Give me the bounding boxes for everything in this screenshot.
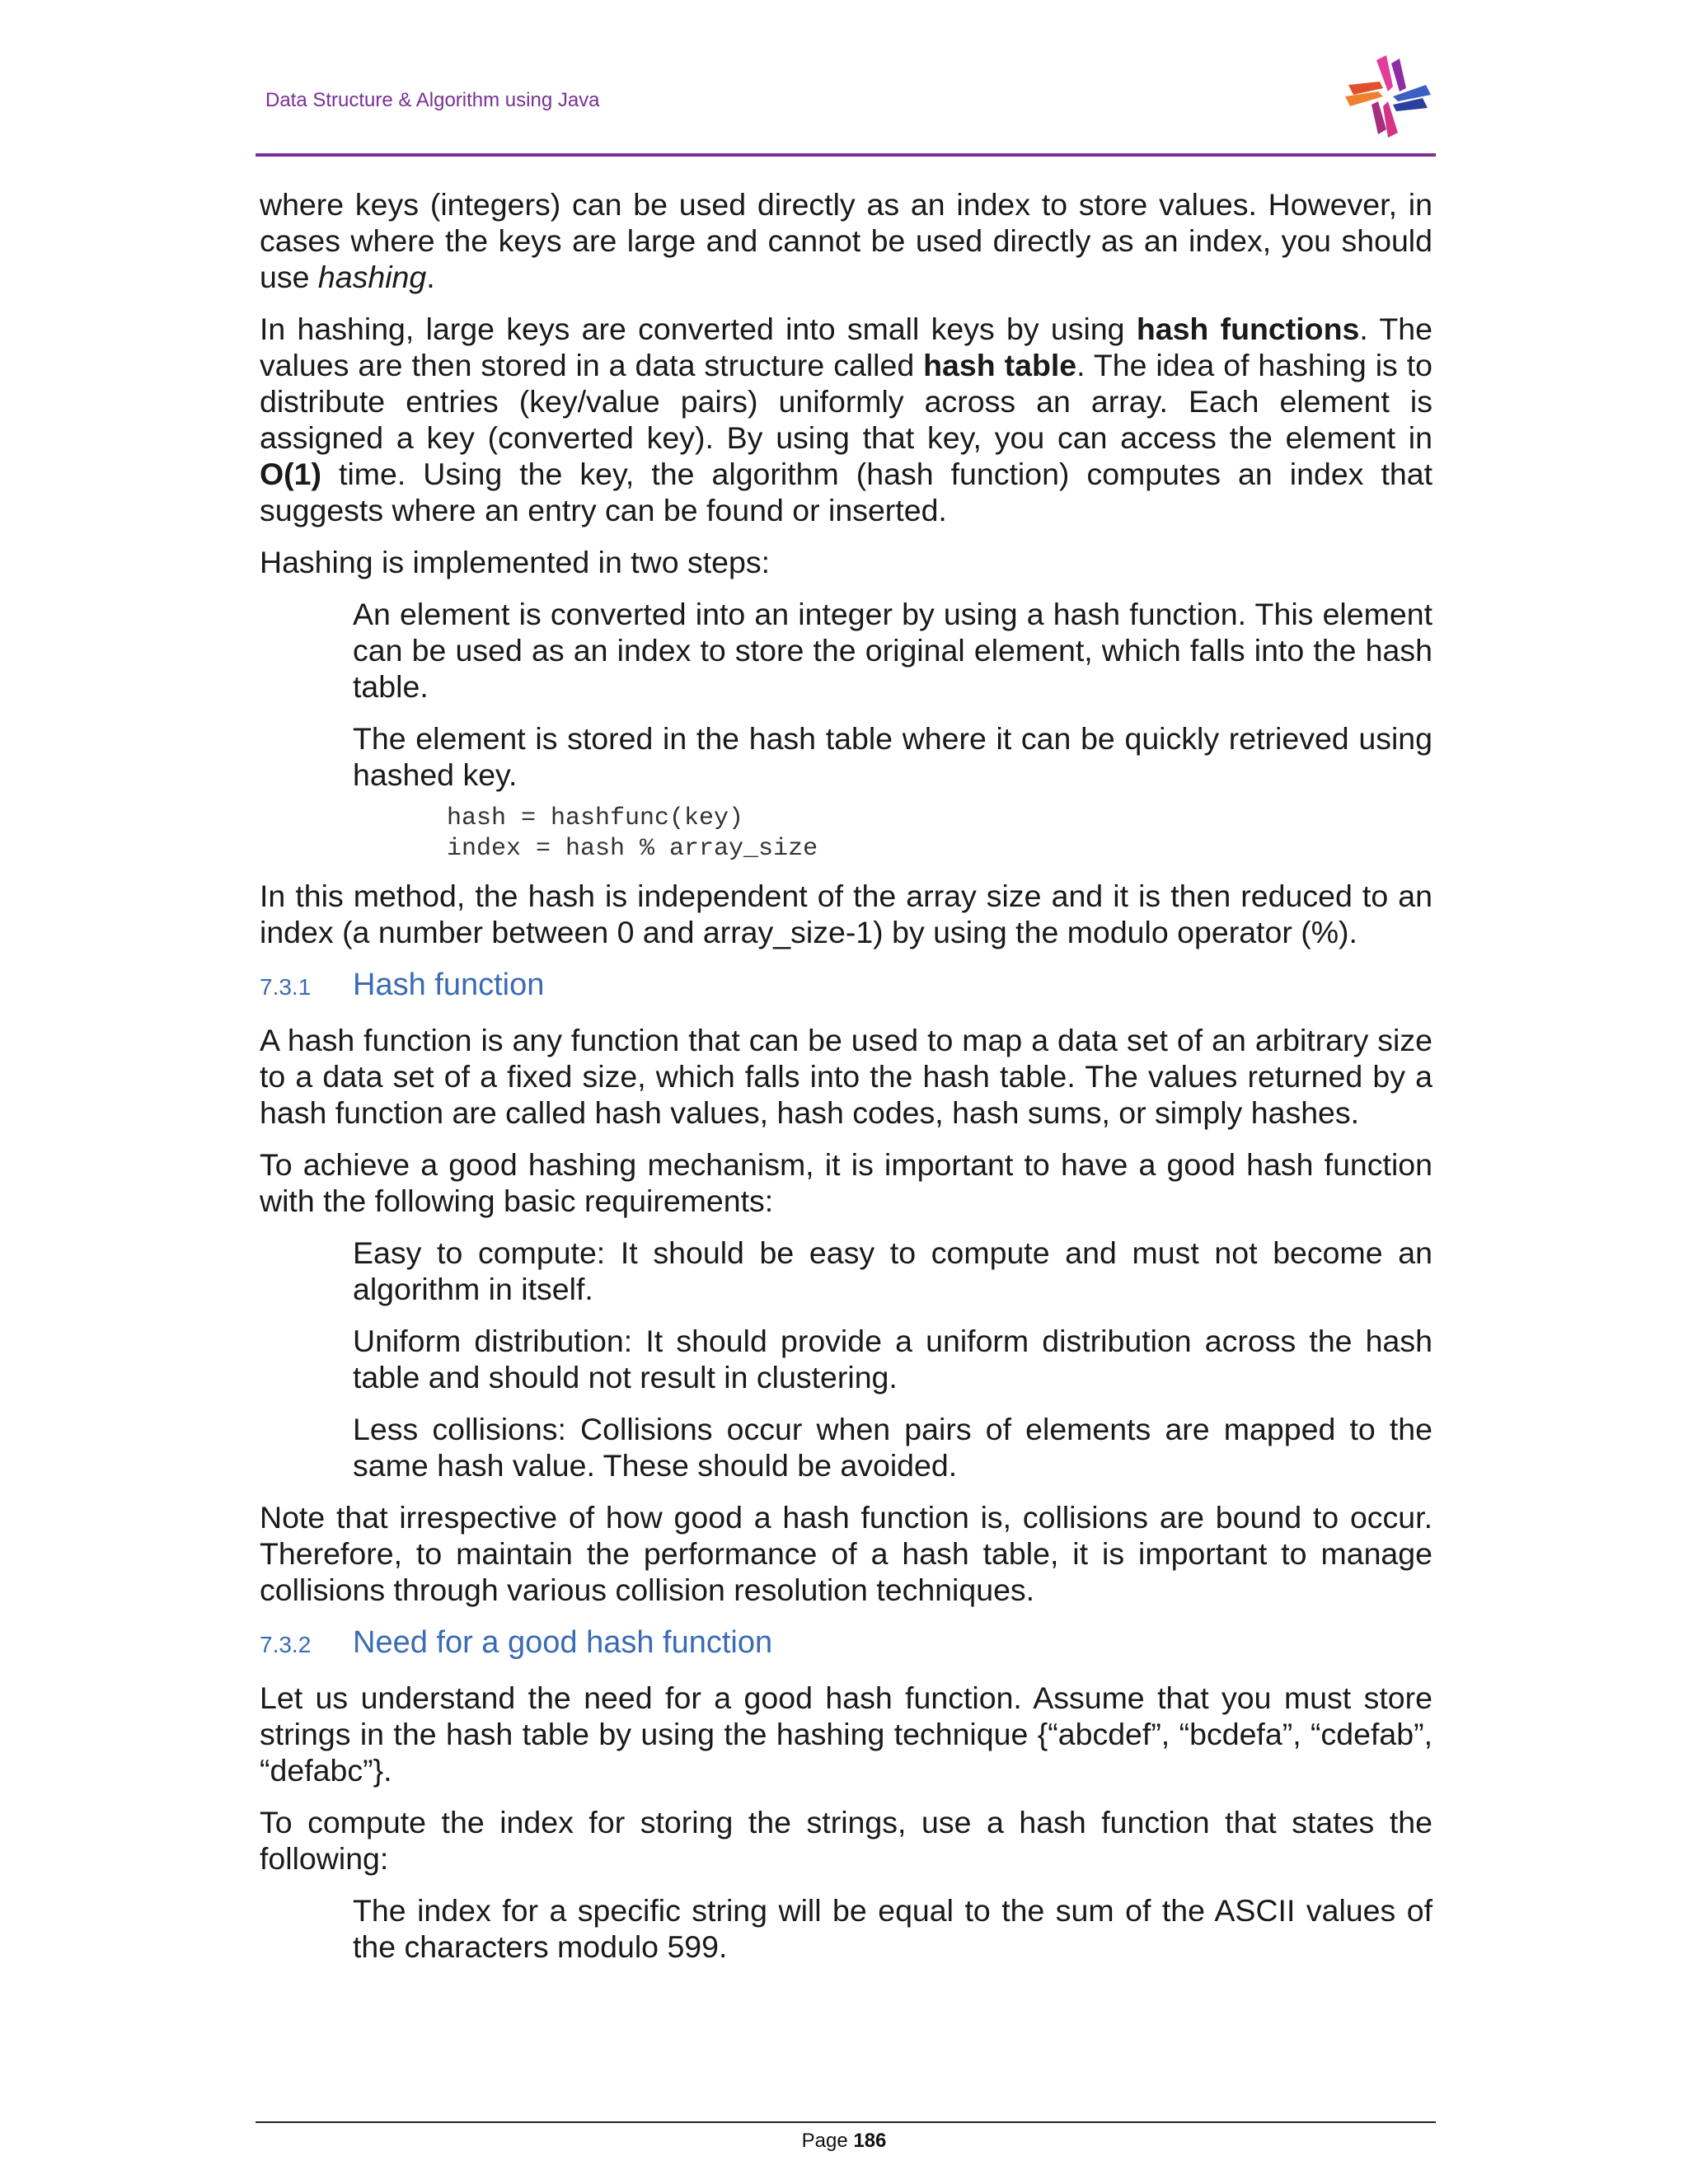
list-item: The index for a specific string will be equal to the sum of the ASCII values of the characters modulo 599. xyxy=(353,1893,1432,1964)
paragraph: where keys (integers) can be used directly as an index to store values. However, in cases where the keys are large and cannot be used directly as an index, you should use hashing. xyxy=(260,187,1432,294)
paragraph: To compute the index for storing the strings, use a hash function that states the following: xyxy=(260,1805,1432,1876)
footer-divider xyxy=(256,2121,1436,2123)
paragraph: In this method, the hash is independent of the array size and it is then reduced to an index (a number between 0 and array_size-1) by using the modulo operator (%). xyxy=(260,879,1432,949)
list-item: Easy to compute: It should be easy to compute and must not become an algorithm in itself. xyxy=(353,1235,1432,1306)
section-number: 7.3.1 xyxy=(260,974,312,1000)
list-item: Uniform distribution: It should provide a uniform distribution across the hash table and should not result in clustering. xyxy=(353,1324,1432,1394)
section-title: Hash function xyxy=(353,968,545,1002)
section-heading xyxy=(260,1624,1432,1664)
header-title: Data Structure & Algorithm using Java xyxy=(265,89,600,111)
header-divider xyxy=(256,153,1436,157)
section-title: Need for a good hash function xyxy=(353,1625,773,1660)
section-heading xyxy=(260,966,1432,1006)
list-item: An element is converted into an integer by using a hash function. This element can be used as an index to store the original element, which falls into the hash table. xyxy=(353,597,1432,704)
page-header xyxy=(256,0,1436,158)
paragraph: A hash function is any function that can be used to map a data set of an arbitrary size to a data set of a fixed size, which falls into the hash table. The values returned by a hash function are called hash values, hash codes, hash sums, or simply hashes. xyxy=(260,1023,1432,1130)
publisher-logo-icon xyxy=(1339,51,1437,142)
page-number: 186 xyxy=(853,2130,887,2152)
paragraph: To achieve a good hashing mechanism, it is important to have a good hash function with the following basic requirements: xyxy=(260,1147,1432,1218)
paragraph: Hashing is implemented in two steps: xyxy=(260,545,771,579)
page-footer xyxy=(0,2130,1688,2153)
page-body xyxy=(260,186,1432,1980)
paragraph: Note that irrespective of how good a hash function is, collisions are bound to occur. Therefore, to maintain the performance of a hash table, it is important to manage collisions through various collision resolution techniques. xyxy=(260,1500,1432,1607)
code-block: hash = hashfunc(key) index = hash % array_size xyxy=(447,804,818,863)
list-item: Less collisions: Collisions occur when pairs of elements are mapped to the same hash value. These should be avoided. xyxy=(353,1412,1432,1483)
list-item: The element is stored in the hash table where it can be quickly retrieved using hashed key. xyxy=(353,721,1432,792)
paragraph: In hashing, large keys are converted into small keys by using hash functions. The values are then stored in a data structure called hash table. The idea of hashing is to distribute entries (key/value pairs) uniformly across an array. Each element is assigned a key (converted key). By using that key, you can access the element in O(1) time. Using the key, the algorithm (hash function) computes an index that suggests where an entry can be found or inserted. xyxy=(260,312,1433,527)
paragraph: Let us understand the need for a good hash function. Assume that you must store strings in the hash table by using the hashing technique {“abcdef”, “bcdefa”, “cdefab”, “defabc”}. xyxy=(260,1680,1432,1788)
section-number: 7.3.2 xyxy=(260,1632,312,1657)
page-label: Page xyxy=(801,2130,848,2152)
